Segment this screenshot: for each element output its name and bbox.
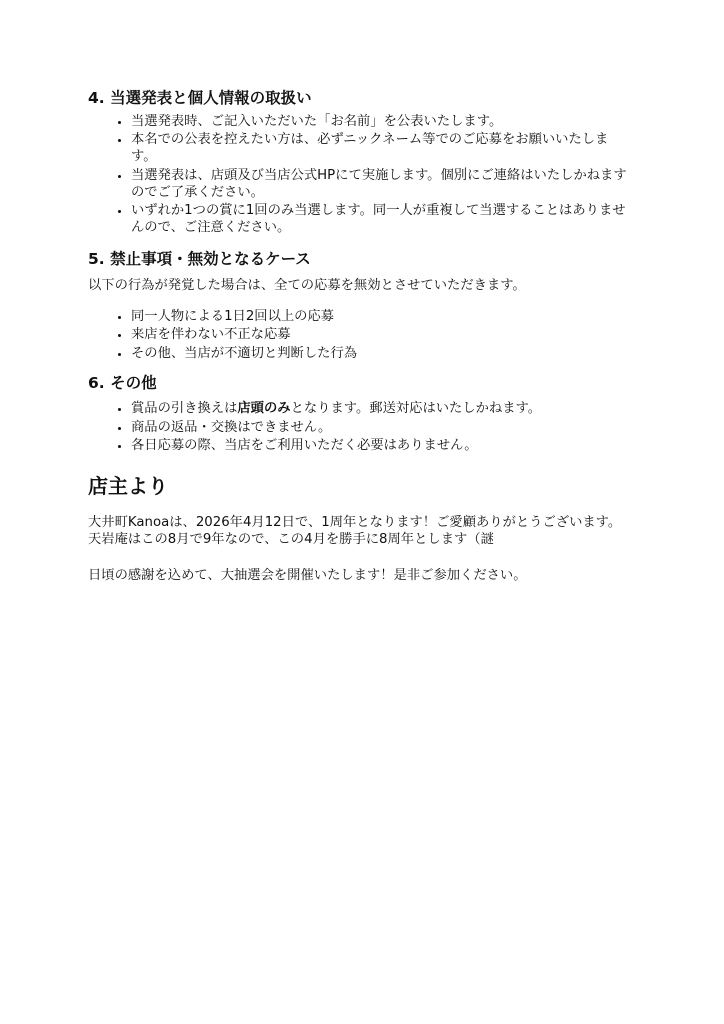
section-prohibited-cases	[88, 249, 648, 362]
paragraph-spacer	[88, 549, 648, 567]
message-line: 日頃の感謝を込めて、大抽選会を開催いたします！是非ご参加ください。	[88, 567, 527, 583]
owner-message-heading: 店主より	[88, 474, 168, 498]
bold-text: 店頭のみ	[237, 401, 291, 416]
list-item: • いずれか1つの賞に1回のみ当選します。同一人が重複して当選することはありませんので、ご注意ください。	[131, 202, 629, 236]
item-text: となります。郵送対応はいたしかねます。	[290, 401, 542, 416]
list-item: • 本名での公表を控えたい方は、必ずニックネーム等でのご応募をお願いいたします。	[131, 131, 629, 165]
item-text: 賞品の引き換えは	[131, 401, 238, 416]
section-other	[88, 373, 648, 455]
list-item: • 商品の返品・交換はできません。	[131, 419, 629, 436]
section-heading: 6. その他	[88, 373, 157, 392]
list-item: • 来店を伴わない不正な応募	[131, 326, 629, 343]
list-item: • その他、当店が不適切と判断した行為	[131, 345, 629, 362]
owner-message-body	[88, 514, 648, 585]
message-line: 天岩庵はこの8月で9年なので、この4月を勝手に8周年とします（謎	[88, 532, 494, 548]
list-item: • 各日応募の際、当店をご利用いただく必要はありません。	[131, 437, 629, 454]
section-intro: 以下の行為が発覚した場合は、全ての応募を無効とさせていただきます。	[88, 277, 526, 293]
owner-message	[88, 472, 648, 584]
section-heading: 4. 当選発表と個人情報の取扱い	[88, 89, 312, 107]
bullet-list	[88, 113, 648, 237]
section-announcement-privacy	[88, 88, 648, 236]
list-item	[131, 400, 629, 417]
bullet-list	[88, 308, 648, 362]
list-item: • 同一人物による1日2回以上の応募	[131, 308, 629, 325]
list-item: • 当選発表時、ご記入いただいた「お名前」を公表いたします。	[131, 113, 629, 130]
message-line: 大井町Kanoaは、2026年4月12日で、1周年となります！ご愛顧ありがとうございます。	[88, 514, 622, 530]
list-item: • 当選発表は、店頭及び当店公式HPにて実施します。個別にご連絡はいたしかねますのでご了承ください。	[131, 167, 629, 201]
document-page	[88, 88, 648, 584]
bullet-list	[88, 400, 648, 454]
section-heading: 5. 禁止事項・無効となるケース	[88, 250, 311, 268]
